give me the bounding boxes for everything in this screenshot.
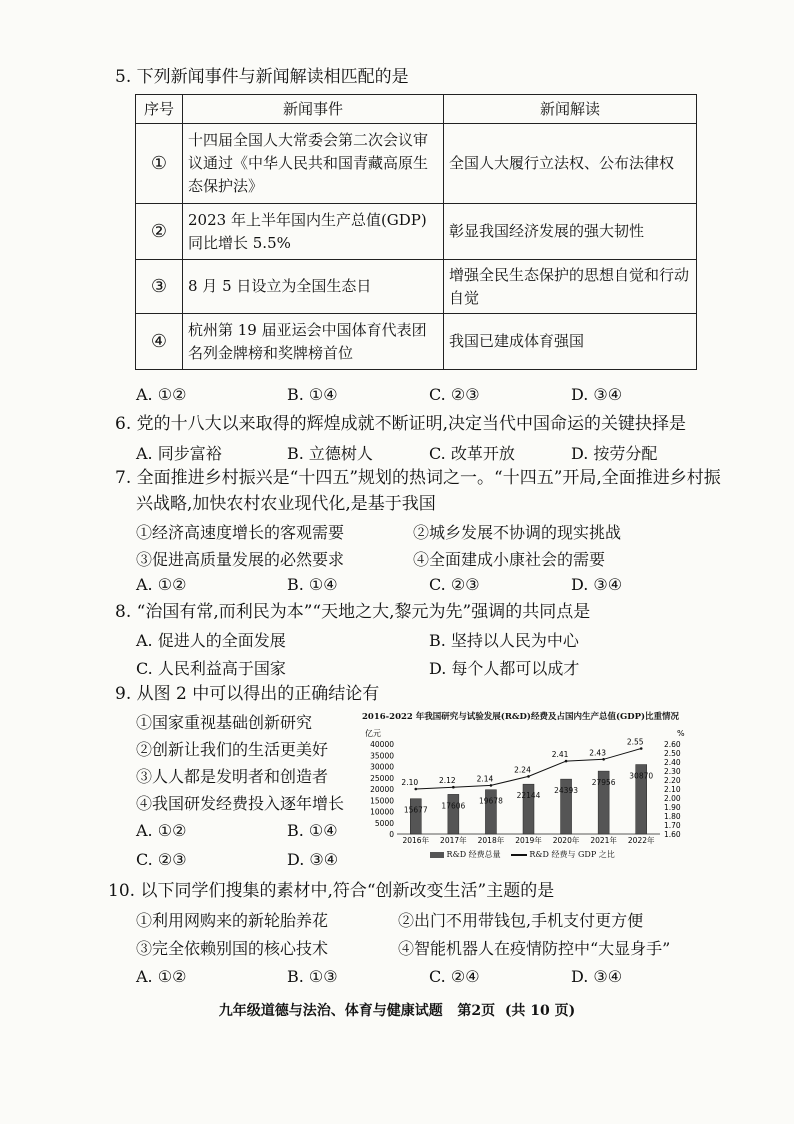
y-left-tick-label: 5000 — [374, 818, 394, 828]
bar-series — [404, 765, 654, 834]
page-footer: 九年级道德与法治、体育与健康试题 第2页 (共 10 页) — [218, 1003, 576, 1019]
y-left-tick-label: 30000 — [370, 762, 394, 772]
q9-option-d[interactable]: D. ③④ — [287, 850, 339, 869]
q6-option-a[interactable]: A. 同步富裕 — [136, 444, 222, 463]
rd-chart — [355, 726, 700, 868]
ratio-point — [452, 786, 455, 789]
chart-legend — [430, 849, 615, 860]
y-left-tick-label: 40000 — [370, 740, 394, 749]
table-row — [136, 204, 697, 260]
q9-option-b[interactable]: B. ①④ — [287, 821, 338, 840]
y-left-tick-label: 15000 — [370, 796, 394, 806]
q7-option-b[interactable]: B. ①④ — [287, 575, 338, 594]
q7-stem-line2: 兴战略,加快农村农业现代化,是基于我国 — [136, 494, 436, 514]
y-right-tick-label: 2.60 — [664, 740, 681, 749]
q10-option-d[interactable]: D. ③④ — [571, 967, 623, 986]
bar — [448, 794, 459, 834]
ratio-value-label: 2.14 — [476, 774, 494, 784]
y-right-tick-label: 2.50 — [664, 749, 681, 758]
q5-option-c[interactable]: C. ②③ — [429, 385, 480, 404]
ratio-point — [527, 775, 530, 778]
ratio-value-label: 2.41 — [551, 750, 569, 760]
table-row — [136, 260, 697, 314]
q9-item: ①国家重视基础创新研究 — [136, 713, 313, 732]
y-axis-right-label: % — [677, 729, 685, 738]
y-right-tick-label: 2.40 — [664, 758, 681, 767]
row-no: ④ — [136, 314, 183, 370]
x-axis — [402, 835, 655, 845]
x-tick-label: 2022年 — [627, 836, 655, 845]
row-reading: 全国人大履行立法权、公布法律权 — [444, 124, 697, 204]
y-left-tick-label: 10000 — [370, 807, 394, 817]
y-right-tick-label: 1.70 — [664, 821, 681, 830]
y-left-tick-label: 20000 — [370, 785, 394, 794]
ratio-value-label: 2.10 — [401, 778, 419, 787]
bar-value-label: 17606 — [441, 801, 466, 811]
q10-item: ①利用网购来的新轮胎养花 — [136, 911, 329, 930]
q7-item: ②城乡发展不协调的现实挑战 — [413, 523, 622, 542]
bar-value-label: 22144 — [516, 791, 541, 801]
col-header-no: 序号 — [136, 95, 183, 124]
row-no: ③ — [136, 260, 183, 314]
q8-stem: 8. “治国有常,而利民为本”“天地之大,黎元为先”强调的共同点是 — [115, 602, 591, 622]
ratio-value-label: 2.12 — [439, 776, 456, 786]
y-right-tick-label: 2.10 — [664, 785, 681, 794]
row-no: ① — [136, 124, 183, 204]
ratio-value-label: 2.43 — [589, 748, 606, 758]
ratio-value-label: 2.55 — [626, 737, 644, 747]
q10-item: ②出门不用带钱包,手机支付更方便 — [398, 911, 644, 930]
x-tick-label: 2017年 — [440, 836, 467, 845]
x-tick-label: 2021年 — [590, 836, 617, 845]
q5-option-b[interactable]: B. ①④ — [287, 385, 338, 404]
row-event: 杭州第 19 届亚运会中国体育代表团名列金牌榜和奖牌榜首位 — [183, 314, 444, 370]
q8-option-d[interactable]: D. 每个人都可以成才 — [429, 659, 580, 678]
ratio-point — [490, 784, 493, 787]
y-left-tick-label: 25000 — [370, 773, 394, 783]
bar-value-label: 24393 — [554, 786, 579, 796]
q7-item: ③促进高质量发展的必然要求 — [136, 550, 345, 569]
q9-option-c[interactable]: C. ②③ — [136, 850, 187, 869]
legend-line-label: R&D 经费与 GDP 之比 — [529, 850, 615, 859]
table-row — [136, 124, 697, 204]
ratio-value-label: 2.24 — [514, 765, 531, 775]
x-tick-label: 2020年 — [552, 836, 580, 845]
row-event: 十四届全国人大常委会第二次会议审议通过《中华人民共和国青藏高原生态保护法》 — [183, 124, 444, 204]
y-left-tick-label: 35000 — [370, 751, 394, 761]
q9-item: ③人人都是发明者和创造者 — [136, 767, 329, 786]
bar-value-label: 27956 — [591, 778, 616, 788]
x-tick-label: 2016年 — [402, 836, 430, 845]
table-row — [136, 314, 697, 370]
legend-bar-label: R&D 经费总量 — [446, 850, 501, 859]
y-axis-right — [664, 740, 681, 839]
y-left-tick-label: 0 — [389, 830, 394, 839]
row-event: 8 月 5 日设立为全国生态日 — [183, 260, 444, 314]
q5-option-d[interactable]: D. ③④ — [571, 385, 623, 404]
legend-line-swatch — [511, 854, 527, 856]
bar — [410, 799, 421, 834]
q7-item: ①经济高速度增长的客观需要 — [136, 523, 345, 542]
q6-option-c[interactable]: C. 改革开放 — [429, 444, 515, 463]
chart-title: 2016-2022 年我国研究与试验发展(R&D)经费及占国内生产总值(GDP)比重情况 — [362, 712, 680, 722]
q5-stem: 5. 下列新闻事件与新闻解读相匹配的是 — [115, 67, 409, 87]
q8-option-c[interactable]: C. 人民利益高于国家 — [136, 659, 286, 678]
q10-option-c[interactable]: C. ②④ — [429, 967, 480, 986]
q10-item: ④智能机器人在疫情防控中“大显身手” — [398, 939, 671, 958]
news-table — [135, 94, 697, 370]
row-reading: 增强全民生态保护的思想自觉和行动自觉 — [444, 260, 697, 314]
q8-option-a[interactable]: A. 促进人的全面发展 — [136, 631, 286, 650]
y-right-tick-label: 2.20 — [664, 776, 681, 785]
q5-option-a[interactable]: A. ①② — [136, 385, 187, 404]
bar-value-label: 19678 — [478, 796, 503, 806]
q9-item: ②创新让我们的生活更美好 — [136, 740, 329, 759]
ratio-point — [565, 760, 568, 763]
q7-stem-line1: 7. 全面推进乡村振兴是“十四五”规划的热词之一。“十四五”开局,全面推进乡村振 — [115, 468, 721, 488]
q9-stem: 9. 从图 2 中可以得出的正确结论有 — [115, 684, 380, 704]
row-no: ② — [136, 204, 183, 260]
q6-stem: 6. 党的十八大以来取得的辉煌成就不断证明,决定当代中国命运的关键抉择是 — [115, 414, 687, 434]
row-reading: 彰显我国经济发展的强大韧性 — [444, 204, 697, 260]
q7-option-d[interactable]: D. ③④ — [571, 575, 623, 594]
y-right-tick-label: 2.30 — [664, 767, 681, 776]
y-right-tick-label: 1.80 — [664, 812, 681, 821]
table-header-row — [136, 95, 697, 124]
legend-bar-swatch — [430, 852, 444, 858]
y-right-tick-label: 1.60 — [664, 830, 681, 839]
x-tick-label: 2018年 — [477, 836, 505, 845]
y-right-tick-label: 2.00 — [664, 794, 681, 803]
q7-option-c[interactable]: C. ②③ — [429, 575, 480, 594]
bar-value-label: 30870 — [629, 771, 654, 781]
q7-item: ④全面建成小康社会的需要 — [413, 550, 606, 569]
q9-option-a[interactable]: A. ①② — [136, 821, 187, 840]
q8-option-b[interactable]: B. 坚持以人民为中心 — [429, 631, 579, 650]
ratio-point — [640, 747, 643, 750]
ratio-point — [602, 758, 605, 761]
q10-item: ③完全依赖别国的核心技术 — [136, 939, 329, 958]
bar-value-label: 15677 — [403, 805, 428, 815]
y-axis-left-label: 亿元 — [365, 729, 381, 738]
x-tick-label: 2019年 — [515, 836, 542, 845]
q6-option-b[interactable]: B. 立德树人 — [287, 444, 373, 463]
row-reading: 我国已建成体育强国 — [444, 314, 697, 370]
ratio-point — [414, 788, 417, 791]
q10-option-b[interactable]: B. ①③ — [287, 967, 338, 986]
row-event: 2023 年上半年国内生产总值(GDP)同比增长 5.5% — [183, 204, 444, 260]
q9-item: ④我国研发经费投入逐年增长 — [136, 794, 345, 813]
q10-stem: 10. 以下同学们搜集的素材中,符合“创新改变生活”主题的是 — [108, 881, 555, 901]
col-header-event: 新闻事件 — [183, 95, 444, 124]
q6-option-d[interactable]: D. 按劳分配 — [571, 444, 658, 463]
col-header-reading: 新闻解读 — [444, 95, 697, 124]
q7-option-a[interactable]: A. ①② — [136, 575, 187, 594]
q10-option-a[interactable]: A. ①② — [136, 967, 187, 986]
y-right-tick-label: 1.90 — [664, 803, 681, 812]
